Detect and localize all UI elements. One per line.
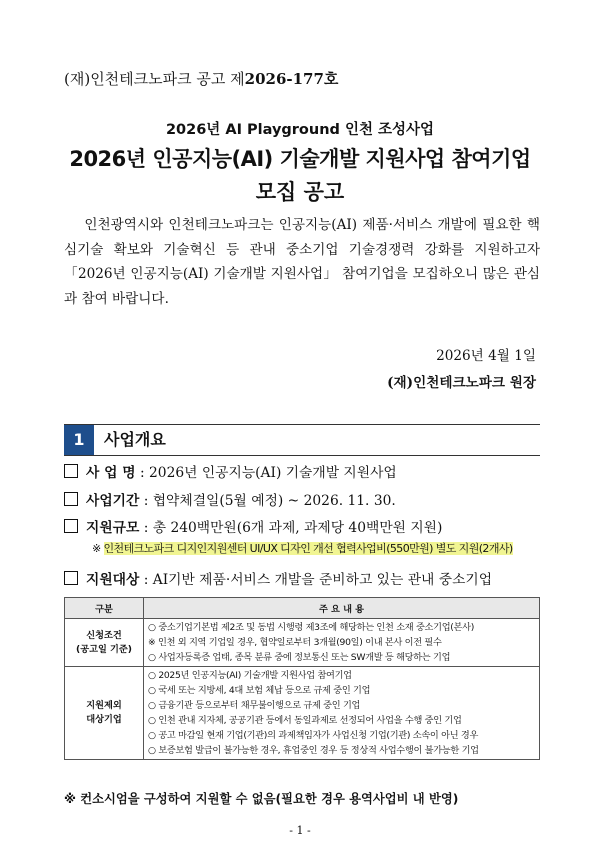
table-row xyxy=(65,667,540,760)
page-number: - 1 - xyxy=(289,824,311,837)
checkbox-square-icon xyxy=(64,571,78,585)
detail-line: ※ 인천 외 지역 기업일 경우, 협약일로부터 3개월(90일) 이내 본사 이전 필수 xyxy=(148,637,442,648)
detail-line: ○ 사업자등록증 업태, 종목 분류 중에 정보통신 또는 SW개발 등 해당하는 기업 xyxy=(148,652,451,663)
detail-line: ○ 중소기업기본법 제2조 및 동법 시행령 제3조에 해당하는 인천 소재 중소기업(본사) xyxy=(148,622,474,633)
item-eligible-target xyxy=(64,568,492,588)
category-line: 지원제외 xyxy=(86,700,122,711)
section-header xyxy=(64,424,540,456)
detail-line: ○ 국세 또는 지방세, 4대 보험 체납 등으로 규제 중인 기업 xyxy=(148,685,371,696)
eligibility-table xyxy=(64,597,540,760)
item-key: 지원규모 xyxy=(86,520,140,536)
category-line: 신청조건 xyxy=(86,629,122,641)
item-key: 사 업 명 xyxy=(86,465,136,481)
note-mark: ※ xyxy=(92,542,104,555)
table-detail-cell xyxy=(144,667,540,760)
notice-number-value: 2026-177호 xyxy=(244,70,339,88)
section-number: 1 xyxy=(64,425,94,455)
item-key: 사업기간 xyxy=(86,493,140,509)
table-category-cell xyxy=(65,619,144,667)
page-title-line2: 모집 공고 xyxy=(255,180,345,204)
category-line: (공고일 기준) xyxy=(76,643,132,655)
item-key: 지원대상 xyxy=(86,572,140,588)
checkbox-square-icon xyxy=(64,492,78,506)
item-value: : AI기반 제품·서비스 개발을 준비하고 있는 관내 중소기업 xyxy=(139,572,493,588)
project-subtitle: 2026년 AI Playground 인천 조성사업 xyxy=(165,122,435,138)
intro-text: 인천광역시와 인천테크노파크는 인공지능(AI) 제품·서비스 개발에 필요한 핵심기술 확보와 기술혁신 등 관내 중소기업 기술경쟁력 강화를 지원하고자 「2026년 인공지능(AI) 기술개발 지원사업」 참여기업을 모집하오니 많은 관심과 참여 바랍니다. xyxy=(64,217,540,308)
table-header-content: 주 요 내 용 xyxy=(144,598,540,619)
detail-line: ○ 2025년 인공지능(AI) 기술개발 지원사업 참여기업 xyxy=(148,670,352,681)
checkbox-square-icon xyxy=(64,464,78,478)
item-project-name xyxy=(64,461,397,481)
item-value: : 총 240백만원(6개 과제, 과제당 40백만원 지원) xyxy=(139,520,443,536)
table-header-category: 구분 xyxy=(65,598,144,619)
detail-line: ○ 금융기관 등으로부터 채무불이행으로 규제 중인 기업 xyxy=(148,700,361,711)
table-row xyxy=(65,619,540,667)
table-header-row xyxy=(65,598,540,619)
detail-line: ○ 보증보험 발급이 불가능한 경우, 휴업중인 경우 등 정상적 사업수행이 불가능한 기업 xyxy=(148,745,479,756)
highlight-note xyxy=(92,540,513,556)
table-category-cell xyxy=(65,667,144,760)
notice-date: 2026년 4월 1일 xyxy=(436,348,536,364)
issuing-organization: (재)인천테크노파크 원장 xyxy=(387,375,536,391)
item-project-period xyxy=(64,489,396,509)
detail-line: ○ 인천 관내 지자체, 공공기관 등에서 동일과제로 선정되어 사업을 수행 중인 기업 xyxy=(148,715,462,726)
table-detail-cell xyxy=(144,619,540,667)
footnote: ※ 컨소시엄을 구성하여 지원할 수 없음(필요한 경우 용역사업비 내 반영) xyxy=(64,792,459,806)
notice-number xyxy=(64,68,338,89)
item-value: : 협약체결일(5월 예정) ~ 2026. 11. 30. xyxy=(139,493,396,509)
section-title: 사업개요 xyxy=(104,430,166,449)
checkbox-square-icon xyxy=(64,519,78,533)
highlight-text: 인천테크노파크 디지인지원센터 UI/UX 디자인 개선 협력사업비(550만원) 별도 지원(2개사) xyxy=(103,542,513,555)
page-title: 2026년 인공지능(AI) 기술개발 지원사업 참여기업 xyxy=(69,147,531,171)
intro-paragraph xyxy=(64,213,540,312)
item-value: : 2026년 인공지능(AI) 기술개발 지원사업 xyxy=(135,465,397,481)
detail-line: ○ 공고 마감일 현재 기업(기관)의 과제책임자가 사업신청 기업(기관) 소속이 아닌 경우 xyxy=(148,730,479,741)
item-support-scale xyxy=(64,516,442,536)
notice-prefix: (재)인천테크노파크 공고 제 xyxy=(64,70,245,88)
category-line: 대상기업 xyxy=(86,714,122,725)
